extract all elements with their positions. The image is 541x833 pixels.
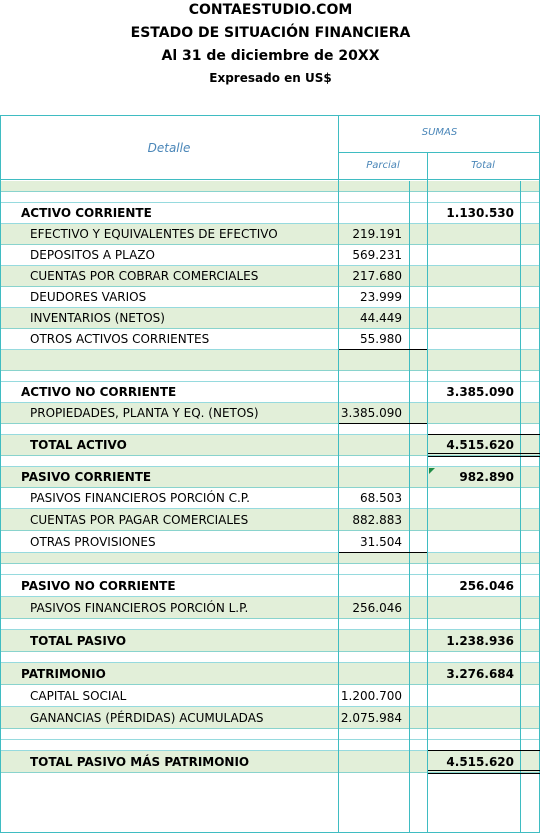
- row-label: CUENTAS POR COBRAR COMERCIALES: [30, 269, 259, 283]
- row-divider: [0, 596, 540, 597]
- total-value: [428, 329, 514, 350]
- row-label: TOTAL ACTIVO: [30, 438, 127, 452]
- total-box-line: [428, 770, 540, 771]
- row-divider: [0, 423, 540, 424]
- row-divider: [0, 191, 540, 192]
- total-value: [428, 488, 514, 509]
- parcial-value: 2.075.984: [340, 711, 402, 725]
- row-divider: [0, 629, 540, 630]
- table-row: [0, 575, 540, 597]
- table-row: [0, 287, 540, 308]
- row-divider: [0, 530, 540, 531]
- row-divider: [0, 618, 540, 619]
- grid-top-line: [0, 115, 540, 116]
- total-value: [428, 308, 514, 329]
- parcial-value: [339, 663, 402, 685]
- row-divider: [0, 487, 540, 488]
- total-value: 1.130.530: [446, 206, 514, 220]
- table-row: [0, 707, 540, 729]
- row-label: CAPITAL SOCIAL: [30, 689, 127, 703]
- row-divider: [0, 739, 540, 740]
- total-value: [428, 509, 514, 531]
- grid-left-line: [0, 115, 1, 833]
- total-value: 256.046: [459, 579, 514, 593]
- row-divider: [0, 402, 540, 403]
- total-value: 3.276.684: [446, 667, 514, 681]
- row-label: ACTIVO NO CORRIENTE: [21, 385, 177, 399]
- parcial-value: 23.999: [360, 290, 402, 304]
- grid-header-bottom-line: [0, 179, 540, 180]
- parcial-value: 68.503: [360, 491, 402, 505]
- row-divider: [0, 651, 540, 652]
- currency-note: Expresado en US$: [209, 71, 332, 85]
- total-value: [428, 531, 514, 553]
- parcial-value: [339, 773, 402, 784]
- table-row: [0, 266, 540, 287]
- parcial-value: 217.680: [352, 269, 402, 283]
- parcial-value: 882.883: [352, 513, 402, 527]
- row-label: CUENTAS POR PAGAR COMERCIALES: [30, 513, 249, 527]
- total-header: Total: [471, 160, 495, 171]
- parcial-value: [339, 203, 402, 224]
- row-divider: [0, 728, 540, 729]
- total-box-line: [428, 453, 540, 454]
- parcial-value: 569.231: [352, 248, 402, 262]
- total-value: [428, 266, 514, 287]
- row-divider: [0, 244, 540, 245]
- row-label: DEPOSITOS A PLAZO: [30, 248, 155, 262]
- row-label: PASIVOS FINANCIEROS PORCIÓN C.P.: [30, 491, 250, 505]
- grid-col-line: [409, 181, 410, 833]
- row-label: INVENTARIOS (NETOS): [30, 311, 165, 325]
- table-row: [0, 488, 540, 509]
- subtotal-underline: [339, 349, 427, 350]
- row-label: DEUDORES VARIOS: [30, 290, 147, 304]
- total-box-line: [428, 750, 540, 751]
- detalle-header: Detalle: [147, 141, 191, 155]
- subtotal-underline: [339, 552, 427, 553]
- sumas-header: SUMAS: [421, 127, 458, 138]
- row-divider: [0, 223, 540, 224]
- row-divider: [0, 202, 540, 203]
- table-row: [0, 308, 540, 329]
- parcial-value: [339, 350, 402, 371]
- parcial-value: [339, 630, 402, 652]
- total-value: [428, 287, 514, 308]
- row-label: OTRAS PROVISIONES: [30, 535, 156, 549]
- total-value: [428, 224, 514, 245]
- table-row: [0, 773, 540, 784]
- grid-col-line: [427, 152, 428, 833]
- parcial-value: 44.449: [360, 311, 402, 325]
- row-divider: [0, 508, 540, 509]
- row-label: OTROS ACTIVOS CORRIENTES: [30, 332, 210, 346]
- row-label: PATRIMONIO: [21, 667, 106, 681]
- parcial-value: [339, 467, 402, 488]
- table-row: [0, 509, 540, 531]
- total-value: [428, 597, 514, 619]
- row-divider: [0, 328, 540, 329]
- table-row: [0, 597, 540, 619]
- parcial-value: [339, 382, 402, 403]
- total-box-line: [428, 434, 540, 435]
- grid-col-line: [520, 181, 521, 833]
- parcial-value: [339, 751, 402, 773]
- row-label: ACTIVO CORRIENTE: [21, 206, 152, 220]
- row-label: PROPIEDADES, PLANTA Y EQ. (NETOS): [30, 406, 259, 420]
- table-row: [0, 685, 540, 707]
- row-label: GANANCIAS (PÉRDIDAS) ACUMULADAS: [30, 711, 264, 725]
- total-value: [428, 685, 514, 707]
- grid-sumas-line: [339, 152, 540, 153]
- row-divider: [0, 552, 540, 553]
- row-divider: [0, 563, 540, 564]
- row-divider: [0, 574, 540, 575]
- table-row: [0, 203, 540, 224]
- parcial-value: 1.200.700: [340, 689, 402, 703]
- table-row: [0, 245, 540, 266]
- row-divider: [0, 706, 540, 707]
- row-divider: [0, 370, 540, 371]
- parcial-header: Parcial: [366, 160, 400, 171]
- row-label: PASIVO NO CORRIENTE: [21, 579, 176, 593]
- total-value: [428, 350, 514, 371]
- table-row: [0, 467, 540, 488]
- parcial-value: 31.504: [360, 535, 402, 549]
- table-row: [0, 663, 540, 685]
- parcial-value: 3.385.090: [340, 406, 402, 420]
- total-value: 4.515.620: [446, 755, 514, 769]
- total-value: [428, 773, 514, 784]
- row-label: TOTAL PASIVO MÁS PATRIMONIO: [30, 755, 250, 769]
- parcial-value: 256.046: [352, 601, 402, 615]
- row-divider: [0, 307, 540, 308]
- grid-right-line: [539, 115, 540, 833]
- row-label: TOTAL PASIVO: [30, 634, 127, 648]
- row-divider: [0, 684, 540, 685]
- parcial-value: [339, 575, 402, 597]
- row-divider: [0, 466, 540, 467]
- row-label: EFECTIVO Y EQUIVALENTES DE EFECTIVO: [30, 227, 278, 241]
- statement-title: ESTADO DE SITUACIÓN FINANCIERA: [130, 25, 411, 41]
- grid-col-line: [338, 115, 339, 833]
- total-value: 982.890: [459, 470, 514, 484]
- row-label: PASIVOS FINANCIEROS PORCIÓN L.P.: [30, 601, 249, 615]
- table-row: [0, 329, 540, 350]
- subtotal-underline: [339, 423, 427, 424]
- total-value: [428, 707, 514, 729]
- table-row: [0, 531, 540, 553]
- total-box-line: [428, 773, 540, 774]
- table-row: [0, 382, 540, 403]
- parcial-value: 55.980: [360, 332, 402, 346]
- parcial-value: 219.191: [352, 227, 402, 241]
- total-value: [428, 403, 514, 424]
- total-value: 4.515.620: [446, 438, 514, 452]
- financial-table: [0, 115, 541, 833]
- row-divider: [0, 349, 540, 350]
- company-name: CONTAESTUDIO.COM: [188, 2, 353, 18]
- row-label: PASIVO CORRIENTE: [21, 470, 152, 484]
- row-divider: [0, 265, 540, 266]
- table-row: [0, 350, 540, 371]
- total-box-line: [428, 456, 540, 457]
- table-row: [0, 403, 540, 424]
- total-value: 3.385.090: [446, 385, 514, 399]
- parcial-value: [339, 435, 402, 456]
- total-value: 1.238.936: [446, 634, 514, 648]
- row-divider: [0, 286, 540, 287]
- row-divider: [0, 381, 540, 382]
- table-row: [0, 224, 540, 245]
- comment-indicator-icon: [429, 468, 435, 474]
- row-divider: [0, 662, 540, 663]
- statement-date: Al 31 de diciembre de 20XX: [161, 48, 380, 64]
- total-value: [428, 245, 514, 266]
- table-row: [0, 630, 540, 652]
